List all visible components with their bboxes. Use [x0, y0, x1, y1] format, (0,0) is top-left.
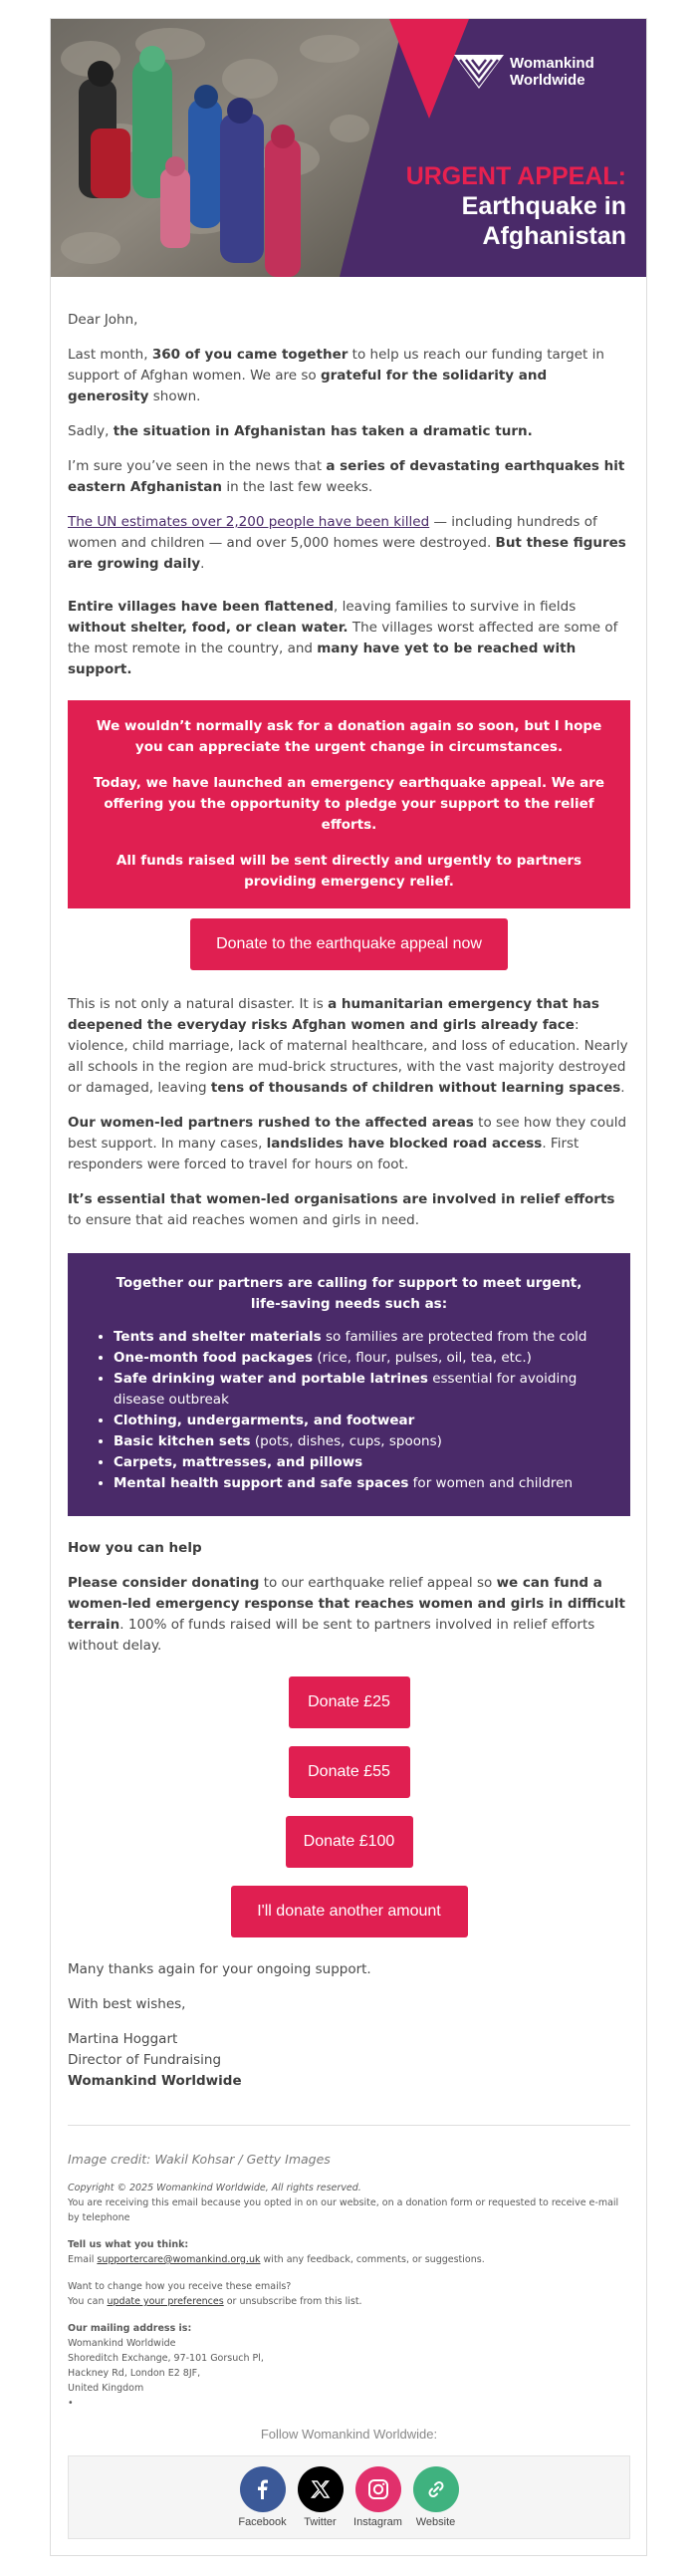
- instagram-label: Instagram: [353, 2516, 402, 2528]
- paragraph-4: The UN estimates over 2,200 people have been killed — including hundreds of women and children — and over 5,000 homes were destroyed. But these figures are growing daily.: [68, 514, 626, 572]
- needs-box: [68, 1253, 630, 1516]
- needs-item: • Basic kitchen sets (pots, dishes, cups, spoons): [114, 1431, 606, 1452]
- image-credit: Image credit: Wakil Kohsar / Getty Images: [68, 2152, 331, 2167]
- tell-heading: Tell us what you think:: [68, 2239, 189, 2250]
- instagram-icon: [355, 2466, 401, 2512]
- appeal-text-3: All funds raised will be sent directly and urgently to partners providing emergency relief.: [116, 853, 582, 890]
- address-line: United Kingdom: [68, 2383, 144, 2394]
- donate-other-button[interactable]: I'll donate another amount: [231, 1886, 468, 1937]
- social-instagram[interactable]: [349, 2466, 407, 2528]
- paragraph-2: Sadly, the situation in Afghanistan has taken a dramatic turn.: [68, 423, 533, 439]
- footer-small-print: Copyright © 2025 Womankind Worldwide, All rights reserved. You are receiving this email because you opted in on our website, on a donation form or requested to receive e-mail by telephone Tell us what you think: Email supportercare@womankind.org.uk with any feedback, comments, or suggestions. Want to change how you receive these emails? You can update your preferences or unsubscribe from this list. Our mailing address is: Womankind Worldwide Shoreditch Exchange, 97-101 Gorsuch Pl, Hackney Rd, London E2 8JF, United Kingdom •: [68, 2183, 619, 2409]
- appeal-label: URGENT APPEAL:: [405, 162, 626, 190]
- footer-divider: [68, 2125, 630, 2126]
- donate-25-button[interactable]: Donate £25: [289, 1676, 410, 1728]
- hero-banner: [51, 19, 646, 277]
- paragraph-3: I’m sure you’ve seen in the news that a series of devastating earthquakes hit eastern Afghanistan in the last few weeks.: [68, 458, 625, 495]
- signer-title: Director of Fundraising: [68, 2052, 222, 2068]
- support-email-link[interactable]: supportercare@womankind.org.uk: [97, 2254, 261, 2265]
- receiving-reason: You are receiving this email because you opted in on our website, on a donation form or requested to receive e-mail by telephone: [68, 2197, 619, 2223]
- donate-appeal-button[interactable]: Donate to the earthquake appeal now: [190, 918, 508, 970]
- twitter-label: Twitter: [304, 2516, 337, 2528]
- paragraph-6: This is not only a natural disaster. It is a humanitarian emergency that has deepened the everyday risks Afghan women and girls already face: violence, child marriage, lack of maternal healthcare, and loss of education. Nearly all schools in the region are mud-brick structures, with the vast majority destroyed or damaged, leaving tens of thousands of children without learning spaces.: [68, 996, 628, 1096]
- title-line2: Afghanistan: [482, 222, 626, 250]
- email-card: [50, 18, 647, 2556]
- title-line1: Earthquake in: [461, 192, 626, 220]
- x-twitter-icon: [298, 2466, 344, 2512]
- address-line: Shoreditch Exchange, 97-101 Gorsuch Pl,: [68, 2353, 264, 2364]
- appeal-text-1: We wouldn’t normally ask for a donation again so soon, but I hope you can appreciate the urgent change in circumstances.: [96, 718, 602, 755]
- hero-title: [406, 161, 626, 251]
- needs-item: • Tents and shelter materials so families are protected from the cold: [114, 1327, 606, 1348]
- needs-item: • Mental health support and safe spaces for women and children: [114, 1473, 606, 1494]
- un-estimates-link[interactable]: The UN estimates over 2,200 people have been killed: [68, 514, 430, 530]
- paragraph-8: It’s essential that women-led organisations are involved in relief efforts to ensure that aid reaches women and girls in need.: [68, 1191, 615, 1228]
- follow-heading: Follow Womankind Worldwide:: [260, 2427, 438, 2442]
- paragraph-7: Our women-led partners rushed to the affected areas to see how they could best support. In many cases, landslides have blocked road access. First responders were forced to travel for hours on foot.: [68, 1115, 627, 1172]
- womankind-logo[interactable]: [454, 55, 594, 89]
- needs-heading: Together our partners are calling for support to meet urgent, life-saving needs such as:: [116, 1275, 582, 1312]
- appeal-text-2: Today, we have launched an emergency earthquake appeal. We are offering you the opportunity to pledge your support to the relief efforts.: [93, 775, 604, 833]
- paragraph-1: Last month, 360 of you came together to help us reach our funding target in support of Afghan women. We are so grateful for the solidarity and generosity shown.: [68, 347, 604, 404]
- social-bar: [68, 2455, 630, 2539]
- change-question: Want to change how you receive these emails?: [68, 2281, 292, 2292]
- logo-line1: Womankind: [510, 55, 594, 72]
- social-facebook[interactable]: [234, 2466, 292, 2528]
- signer-org: Womankind Worldwide: [68, 2073, 242, 2089]
- needs-list: [92, 1327, 606, 1494]
- donate-55-button[interactable]: Donate £55: [289, 1746, 410, 1798]
- needs-item: • Safe drinking water and portable latrines essential for avoiding disease outbreak: [114, 1369, 606, 1411]
- appeal-box: [68, 700, 630, 908]
- address-line: Womankind Worldwide: [68, 2338, 176, 2349]
- logo-mark-icon: [454, 55, 504, 89]
- email-body: [68, 310, 630, 2092]
- vcard-bullet: •: [68, 2398, 74, 2409]
- needs-item: • Carpets, mattresses, and pillows: [114, 1452, 606, 1473]
- social-twitter[interactable]: [292, 2466, 349, 2528]
- email-footer: [68, 2125, 630, 2539]
- facebook-label: Facebook: [238, 2516, 287, 2528]
- website-label: Website: [415, 2516, 456, 2528]
- signer-name: Martina Hoggart: [68, 2031, 178, 2047]
- help-heading: How you can help: [68, 1540, 202, 1556]
- social-website[interactable]: [407, 2466, 465, 2528]
- logo-line2: Worldwide: [510, 72, 585, 89]
- wishes-text: With best wishes,: [68, 1996, 186, 2012]
- donate-100-button[interactable]: Donate £100: [286, 1816, 413, 1868]
- needs-item: • One-month food packages (rice, flour, pulses, oil, tea, etc.): [114, 1348, 606, 1369]
- needs-item: • Clothing, undergarments, and footwear: [114, 1411, 606, 1431]
- address-heading: Our mailing address is:: [68, 2323, 192, 2334]
- link-icon: [413, 2466, 459, 2512]
- update-preferences-link[interactable]: update your preferences: [107, 2296, 224, 2307]
- facebook-icon: [240, 2466, 286, 2512]
- greeting: Dear John,: [68, 312, 138, 328]
- paragraph-9: Please consider donating to our earthquake relief appeal so we can fund a women-led emergency response that reaches women and girls in difficult terrain. 100% of funds raised will be sent to partners involved in relief efforts without delay.: [68, 1575, 625, 1654]
- copyright: Copyright © 2025 Womankind Worldwide, All rights reserved.: [68, 2183, 361, 2193]
- paragraph-5: Entire villages have been flattened, leaving families to survive in fields without shelter, food, or clean water. The villages worst affected are some of the most remote in the country, and many have yet to be reached with support.: [68, 599, 618, 677]
- address-line: Hackney Rd, London E2 8JF,: [68, 2368, 201, 2379]
- thanks-text: Many thanks again for your ongoing support.: [68, 1961, 371, 1977]
- signature: [68, 2029, 630, 2092]
